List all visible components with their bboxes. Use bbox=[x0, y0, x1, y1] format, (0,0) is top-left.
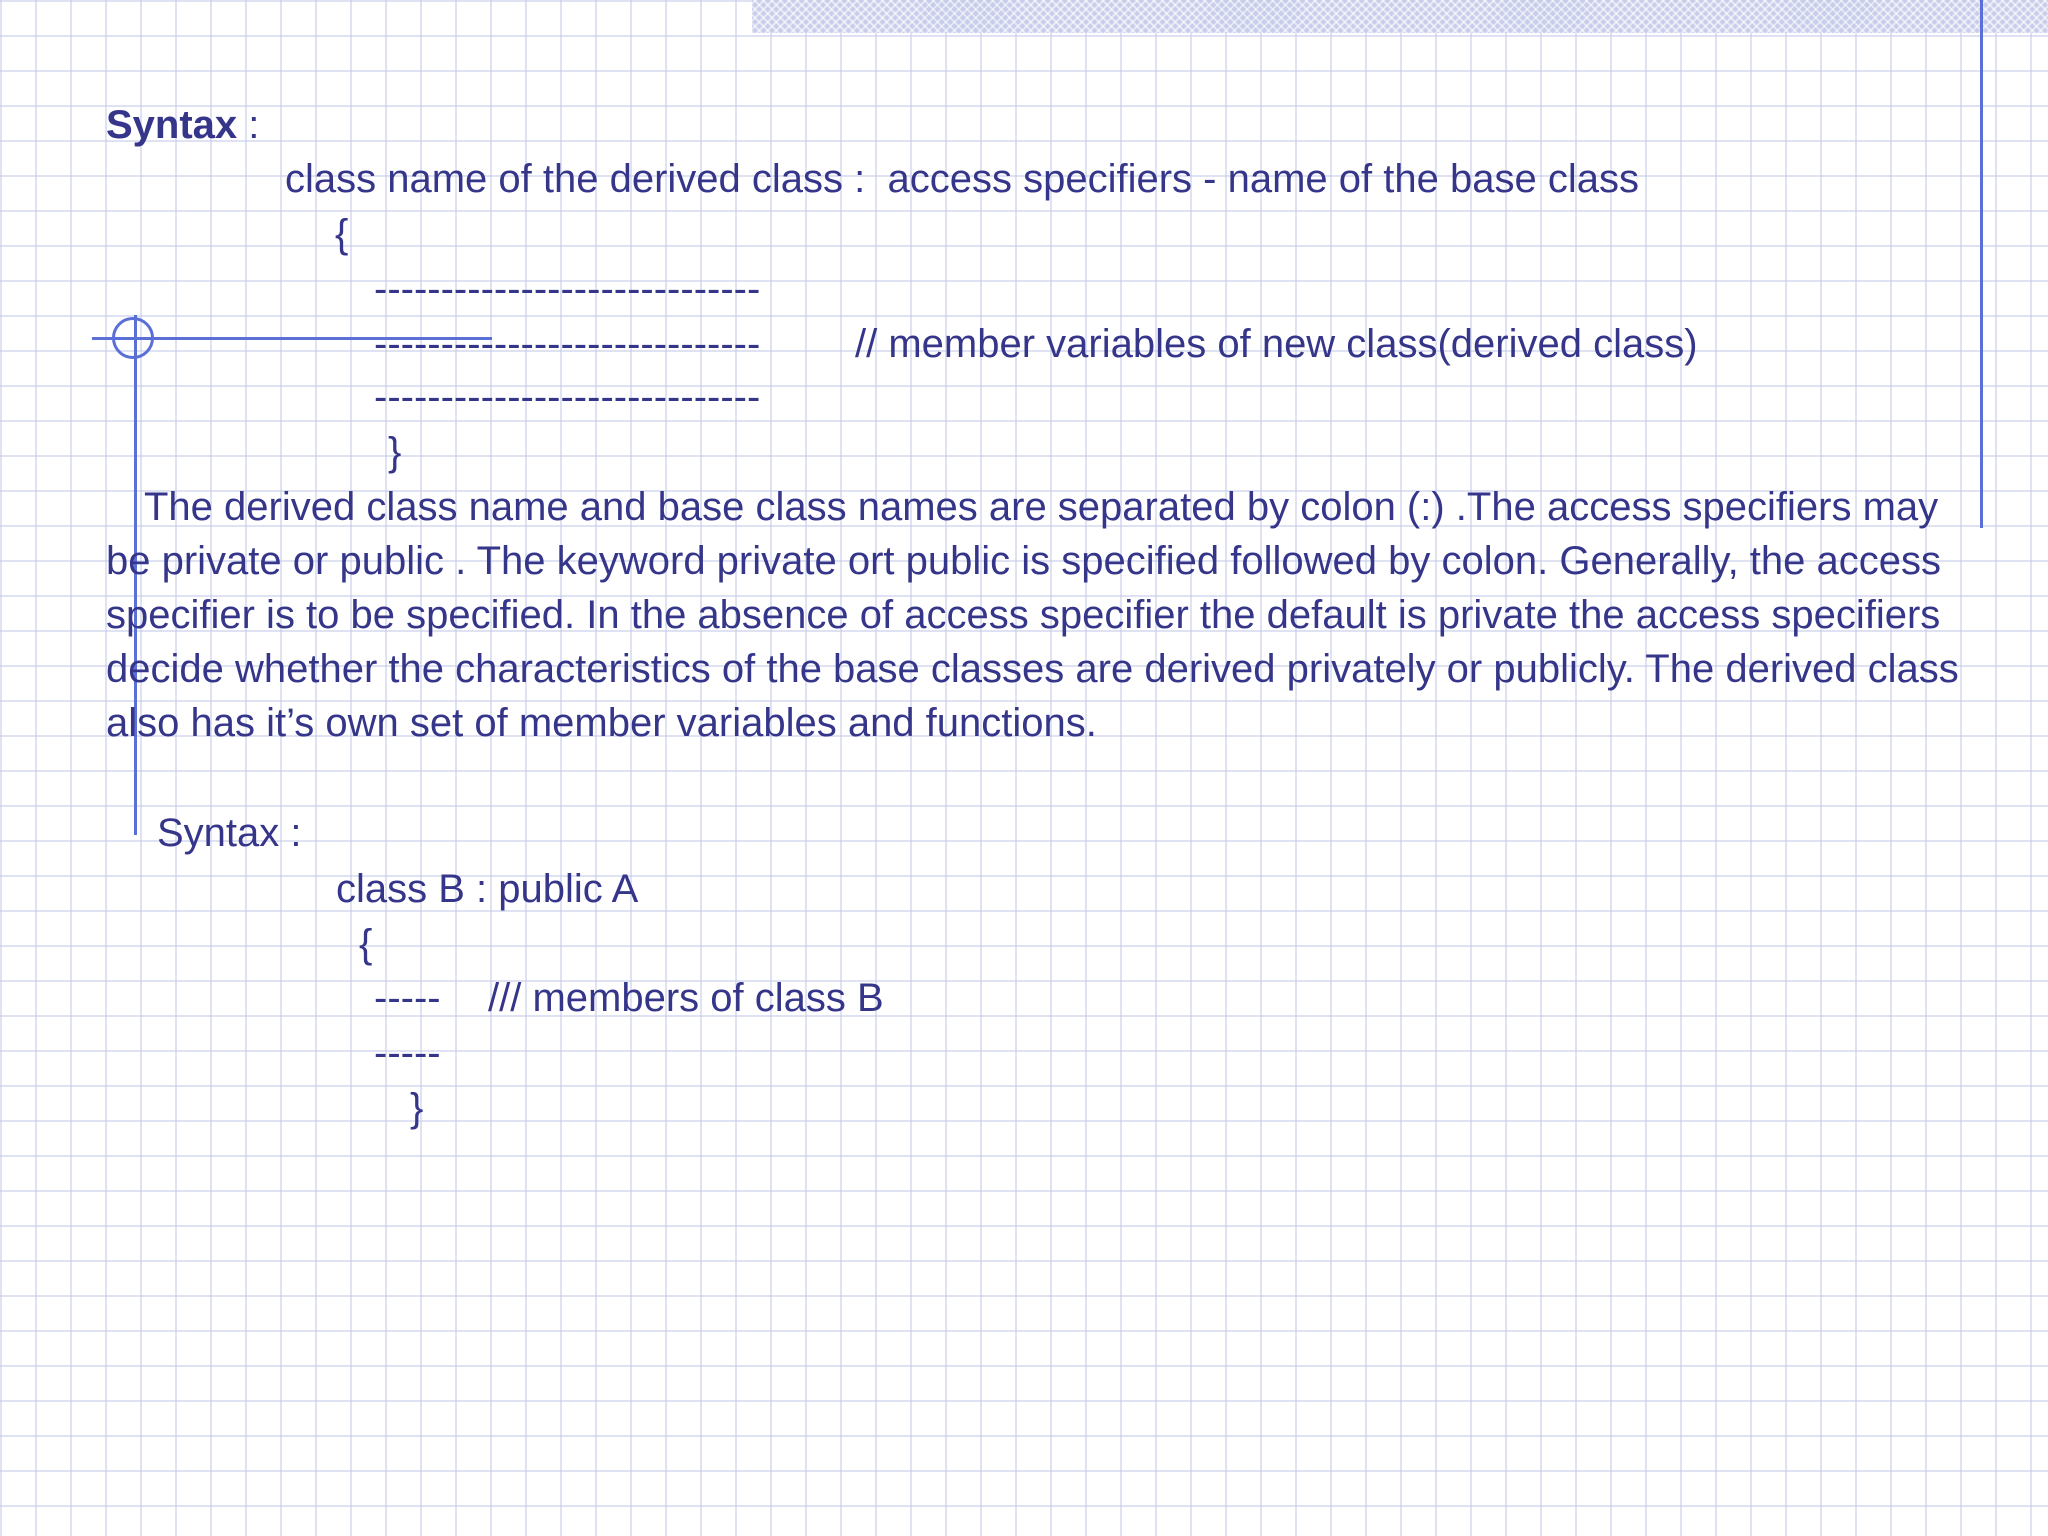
close-brace-2: } bbox=[410, 1086, 424, 1130]
class-b-dash-line-2: ----- bbox=[374, 1031, 441, 1075]
open-brace-2: { bbox=[359, 922, 373, 966]
class-b-declaration: class B : public A bbox=[336, 867, 639, 911]
syntax-heading-1 bbox=[106, 98, 259, 152]
dash-line-3: ----------------------------- bbox=[374, 375, 761, 419]
right-vertical-rule bbox=[1980, 0, 1983, 528]
top-decorative-band bbox=[752, 0, 2048, 33]
class-b-members-comment: /// members of class B bbox=[488, 976, 884, 1020]
explanation-paragraph: The derived class name and base class names are separated by colon (:) .The access specifiers may be private or public . The keyword private ort public is specified followed by colon. Generally, the access specifier is to be specified. In the absence of access specifier the default is private the access specifiers decide whether the characteristics of the base classes are derived privately or publicly. The derived class also has it’s own set of member variables and functions. bbox=[106, 485, 1959, 745]
syntax-heading-2: Syntax : bbox=[157, 811, 302, 855]
class-b-dash-line-1: ----- bbox=[374, 976, 441, 1020]
syntax-heading-1-colon: : bbox=[237, 103, 260, 147]
dash-line-1: ----------------------------- bbox=[374, 267, 761, 311]
member-variables-comment: // member variables of new class(derived class) bbox=[855, 322, 1698, 366]
close-brace-1: } bbox=[388, 430, 402, 474]
syntax-heading-1-label: Syntax bbox=[106, 103, 238, 147]
dash-line-2: ----------------------------- bbox=[374, 322, 761, 366]
open-brace-1: { bbox=[335, 212, 349, 256]
derived-class-declaration: class name of the derived class : access specifiers - name of the base class bbox=[285, 157, 1639, 201]
decorative-circle-icon bbox=[112, 317, 154, 359]
